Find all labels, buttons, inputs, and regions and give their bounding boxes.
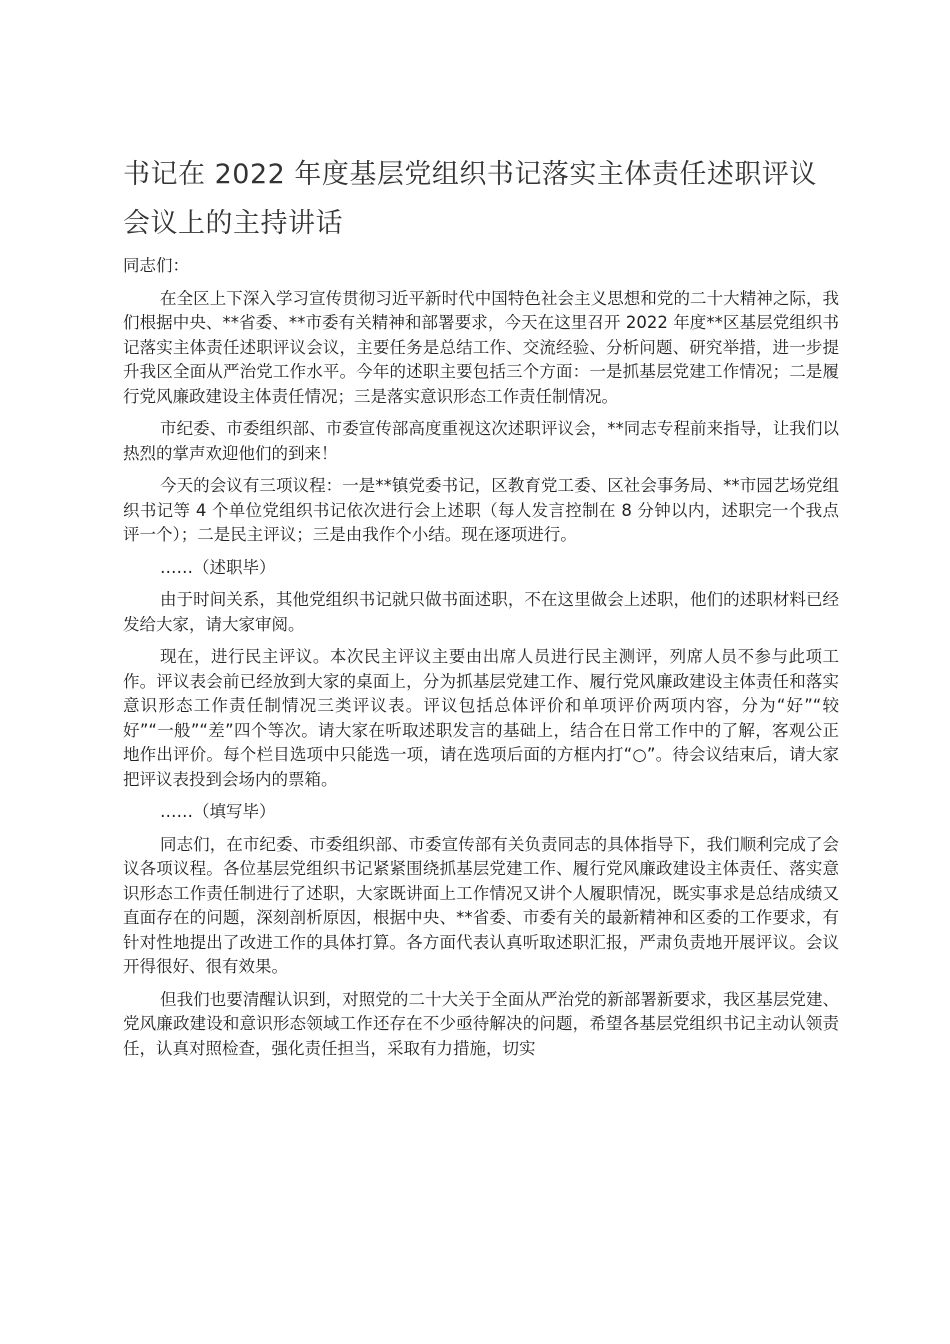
stage-note-form-done: ……（填写毕） — [160, 802, 276, 821]
paragraph-welcome: 市纪委、市委组织部、市委宣传部高度重视这次述职评议会，**同志专程前来指导，让我们以热烈的掌声欢迎他们的到来！ — [123, 419, 839, 463]
salutation: 同志们： — [123, 256, 189, 275]
paragraph-democratic-review: 现在，进行民主评议。本次民主评议主要由出席人员进行民主测评，列席人员不参与此项工作。评议表会前已经放到大家的桌面上，分为抓基层党建工作、履行党风廉政建设主体责任和落实意识形态工作责任制情况三类评议表。评议包括总体评价和单项评价两项内容，分为“好”“较好”“一般”“差”四个等次。请大家在听取述职发言的基础上，结合在日常工作中的了解，客观公正地作出评价。每个栏目选项中只能选一项，请在选项后面的方框内打“○”。待会议结束后，请大家把评议表投到会场内的票箱。 — [123, 647, 839, 789]
stage-note-report-done: ……（述职毕） — [160, 557, 276, 577]
document-title: 书记在 2022 年度基层党组织书记落实主体责任述职评议会议上的主持讲话 — [123, 159, 817, 239]
paragraph-written-report: 由于时间关系，其他党组织书记就只做书面述职，不在这里做会上述职，他们的述职材料已经发给大家，请大家审阅。 — [123, 590, 839, 634]
document-page — [123, 150, 839, 1069]
paragraph-agenda: 今天的会议有三项议程：一是**镇党委书记，区教育党工委、区社会事务局、**市园艺场党组织书记等 4 个单位党组织书记依次进行会上述职（每人发言控制在 8 分钟以内，述职完一个我点评一个）；二是民主评议；三是由我作个小结。现在逐项进行。 — [123, 476, 839, 544]
paragraph-summary: 同志们，在市纪委、市委组织部、市委宣传部有关负责同志的具体指导下，我们顺利完成了会议各项议程。各位基层党组织书记紧紧围绕抓基层党建工作、履行党风廉政建设主体责任、落实意识形态工作责任制进行了述职，大家既讲面上工作情况又讲个人履职情况，既实事求是总结成绩又直面存在的问题，深刻剖析原因，根据中央、**省委、市委有关的最新精神和区委的工作要求，有针对性地提出了改进工作的具体打算。各方面代表认真听取述职汇报，严肃负责地开展评议。会议开得很好、很有效果。 — [123, 834, 839, 976]
paragraph-intro: 在全区上下深入学习宣传贯彻习近平新时代中国特色社会主义思想和党的二十大精神之际，我们根据中央、**省委、**市委有关精神和部署要求，今天在这里召开 2022 年度**区基层党组织书记落实主体责任述职评议会议，主要任务是总结工作、交流经验、分析问题、研究举措，进一步提升我区全面从严治党工作水平。今年的述职主要包括三个方面：一是抓基层党建工作情况；二是履行党风廉政建设主体责任情况；三是落实意识形态工作责任制情况。 — [123, 288, 839, 406]
paragraph-problems: 但我们也要清醒认识到，对照党的二十大关于全面从严治党的新部署新要求，我区基层党建、党风廉政建设和意识形态领域工作还存在不少亟待解决的问题，希望各基层党组织书记主动认领责任，认真对照检查，强化责任担当，采取有力措施，切实 — [123, 989, 839, 1058]
